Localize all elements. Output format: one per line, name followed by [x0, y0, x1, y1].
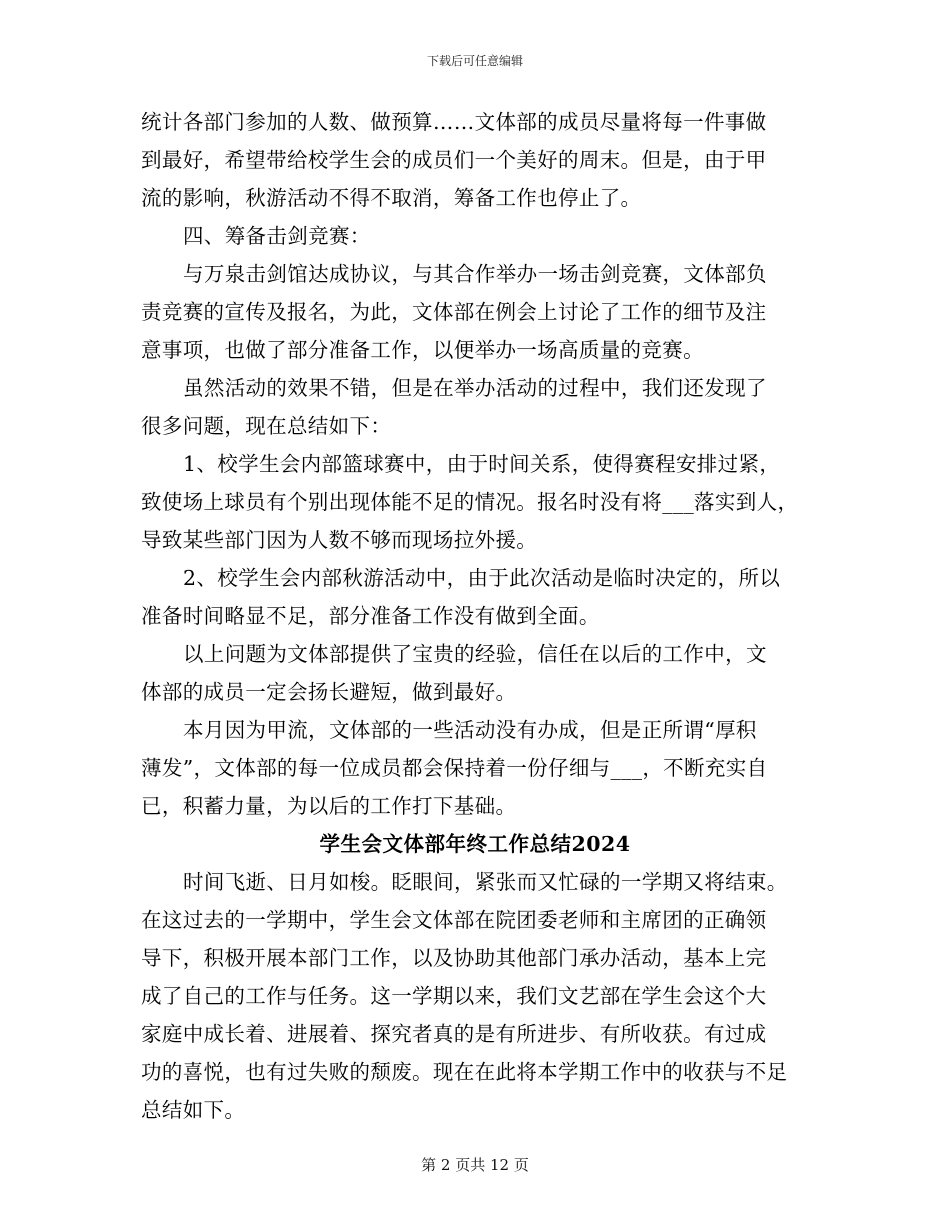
document-title: 学生会文体部年终工作总结2024 [319, 832, 631, 856]
body-line: 体部的成员一定会扬长避短，做到最好。 [141, 680, 517, 704]
page-header: 下载后可任意编辑 [426, 54, 523, 68]
document-body [141, 103, 809, 1129]
body-line: 在这过去的一学期中，学生会文体部在院团委老师和主席团的正确领 [141, 908, 767, 932]
body-line: 成了自己的工作与任务。这一学期以来，我们文艺部在学生会这个大 [141, 984, 767, 1008]
body-line: 总结如下。 [141, 1098, 246, 1122]
body-line: 已，积蓄力量，为以后的工作打下基础。 [141, 794, 517, 818]
body-line: 家庭中成长着、进展着、探究者真的是有所进步、有所收获。有过成 [141, 1022, 767, 1046]
body-line: 时间飞逝、日月如梭。眨眼间，紧张而又忙碌的一学期又将结束。 [183, 870, 788, 894]
list-item: 1、校学生会内部篮球赛中，由于时间关系，使得赛程安排过紧， [183, 452, 781, 476]
body-line: 薄发”，文体部的每一位成员都会保持着一份仔细与___，不断充实自 [141, 756, 768, 780]
body-line: 导致某些部门因为人数不够而现场拉外援。 [141, 528, 538, 552]
body-line: 责竞赛的宣传及报名，为此，文体部在例会上讨论了工作的细节及注 [141, 300, 767, 324]
body-line: 流的影响，秋游活动不得不取消，筹备工作也停止了。 [141, 186, 642, 210]
body-line: 统计各部门参加的人数、做预算……文体部的成员尽量将每一件事做 [141, 110, 767, 134]
body-line: 功的喜悦，也有过失败的颓废。现在在此将本学期工作中的收获与不足 [141, 1060, 788, 1084]
body-line: 准备时间略显不足，部分准备工作没有做到全面。 [141, 604, 600, 628]
body-line: 致使场上球员有个别出现体能不足的情况。报名时没有将___落实到人， [141, 490, 799, 514]
body-line: 意事项，也做了部分准备工作，以便举办一场高质量的竞赛。 [141, 338, 704, 362]
list-item: 2、校学生会内部秋游活动中，由于此次活动是临时决定的，所以 [183, 566, 781, 590]
body-line: 导下，积极开展本部门工作，以及协助其他部门承办活动，基本上完 [141, 946, 767, 970]
body-line: 与万泉击剑馆达成协议，与其合作举办一场击剑竞赛，文体部负 [183, 262, 767, 286]
body-line: 本月因为甲流，文体部的一些活动没有办成，但是正所谓“厚积 [183, 718, 757, 742]
page-footer: 第 2 页共 12 页 [421, 1156, 529, 1174]
body-line: 很多问题，现在总结如下： [141, 414, 392, 438]
body-line: 虽然活动的效果不错，但是在举办活动的过程中，我们还发现了 [183, 376, 767, 400]
body-line: 以上问题为文体部提供了宝贵的经验，信任在以后的工作中，文 [183, 642, 767, 666]
body-line: 到最好，希望带给校学生会的成员们一个美好的周末。但是，由于甲 [141, 148, 767, 172]
section-heading: 四、筹备击剑竞赛： [183, 224, 371, 248]
